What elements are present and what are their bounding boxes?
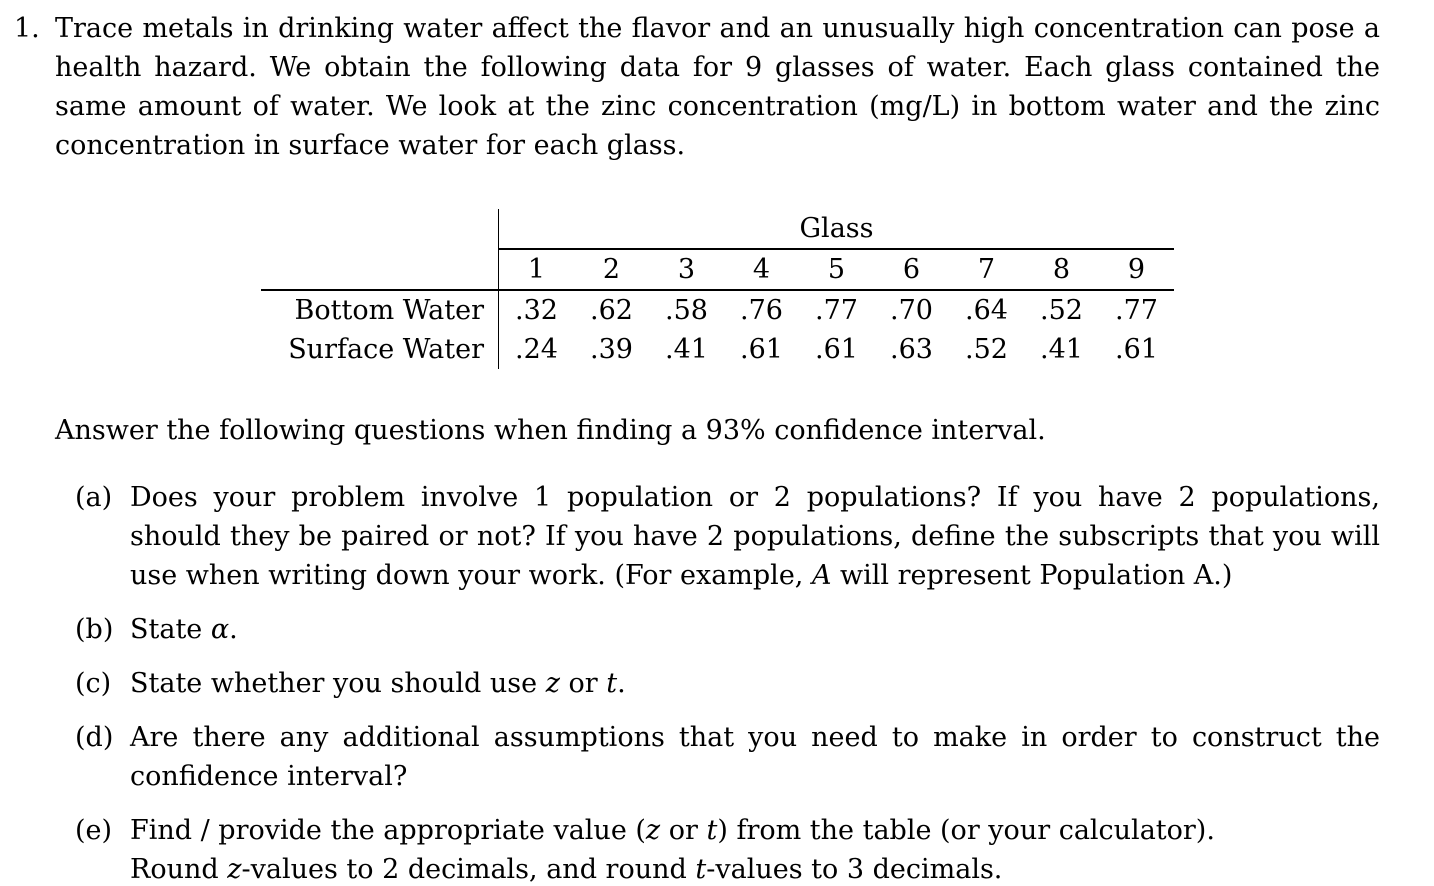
text-segment: . [229, 614, 238, 645]
table-cell: .41 [1040, 334, 1083, 365]
text-segment: Does your problem involve 1 population or 2 populations? If you have 2 populations, should they be paired or not? If you have 2 populations, define the subscripts that you will use when writing down your work. (For example, [130, 482, 1380, 591]
table-cell: .70 [890, 295, 933, 326]
glass-column-header: 6 [874, 249, 949, 290]
table-wrap [55, 209, 1380, 369]
question-label: (c) [75, 668, 112, 699]
math-variable: z [645, 815, 661, 846]
text-segment: Are there any additional assumptions that you need to make in order to construct the confidence interval? [130, 722, 1380, 792]
question-text [130, 718, 1380, 796]
question-item-e [55, 811, 1380, 886]
answer-prompt: Answer the following questions when finding a 93% confidence interval. [55, 415, 1046, 446]
math-variable: t [695, 854, 707, 885]
corner-cell [261, 249, 499, 290]
table-cell: .61 [1115, 334, 1158, 365]
math-variable: α [210, 614, 230, 645]
text-segment: Find / provide the appropriate value ( [130, 815, 646, 846]
math-variable: t [606, 668, 618, 699]
text-segment: -values to 2 decimals, and round [241, 854, 696, 885]
table-cell: .58 [665, 295, 708, 326]
bottom-water-row [261, 290, 1174, 330]
problem-intro: Trace metals in drinking water affect the flavor and an unusually high concentration can pose a health hazard. We obtain the following data for 9 glasses of water. Each glass contained the same amount of water. We look at the zinc concentration (mg/L) in bottom water and the zinc concentration in surface water for each glass. [55, 13, 1380, 161]
table-cell: .52 [965, 334, 1008, 365]
table-cell: .77 [1115, 295, 1158, 326]
text-segment: State [130, 614, 211, 645]
glass-header-row [261, 209, 1174, 249]
text-segment: Round [130, 854, 228, 885]
text-segment: ) from the table (or your calculator). [717, 815, 1215, 846]
surface-water-row [261, 330, 1174, 369]
question-text [130, 610, 1380, 649]
question-label: (a) [75, 482, 113, 513]
math-variable: z [227, 854, 242, 885]
math-variable: z [545, 668, 560, 699]
text-segment: -values to 3 decimals. [706, 854, 1003, 885]
problem-item [14, 9, 1380, 886]
question-item-c [55, 664, 1380, 703]
question-list [55, 478, 1380, 886]
table-cell: .77 [815, 295, 858, 326]
table-cell: .32 [515, 295, 558, 326]
math-variable: t [706, 815, 718, 846]
glass-column-header: 4 [724, 249, 799, 290]
glass-column-header: 9 [1099, 249, 1174, 290]
glass-column-header: 8 [1024, 249, 1099, 290]
row-label-bottom-water: Bottom Water [261, 290, 499, 330]
zinc-table [261, 209, 1174, 369]
question-item-d [55, 718, 1380, 796]
table-cell: .52 [1040, 295, 1083, 326]
text-segment: or [559, 668, 607, 699]
question-label: (b) [75, 614, 114, 645]
glass-column-header: 1 [499, 249, 575, 290]
table-cell: .61 [815, 334, 858, 365]
text-segment: or [660, 815, 707, 846]
table-cell: .62 [590, 295, 633, 326]
question-text [130, 811, 1380, 886]
text-segment: . [617, 668, 626, 699]
question-item-a [55, 478, 1380, 595]
question-text [130, 478, 1380, 595]
glass-column-header: 5 [799, 249, 874, 290]
problem-content [55, 9, 1380, 886]
text-segment: will represent Population A.) [831, 560, 1233, 591]
question-text [130, 664, 1380, 703]
math-variable: A [811, 560, 832, 591]
question-label: (d) [75, 722, 114, 753]
glass-header: Glass [499, 209, 1175, 249]
glass-number-row [261, 249, 1174, 290]
table-cell: .61 [740, 334, 783, 365]
table-cell: .64 [965, 295, 1008, 326]
row-label-surface-water: Surface Water [261, 330, 499, 369]
glass-column-header: 3 [649, 249, 724, 290]
corner-cell-top [261, 209, 499, 249]
table-cell: .41 [665, 334, 708, 365]
table-cell: .76 [740, 295, 783, 326]
table-cell: .39 [590, 334, 633, 365]
glass-column-header: 2 [574, 249, 649, 290]
table-cell: .63 [890, 334, 933, 365]
table-cell: .24 [515, 334, 558, 365]
question-item-b [55, 610, 1380, 649]
glass-column-header: 7 [949, 249, 1024, 290]
question-label: (e) [75, 815, 113, 846]
problem-number: 1. [14, 13, 40, 44]
text-segment: State whether you should use [130, 668, 546, 699]
